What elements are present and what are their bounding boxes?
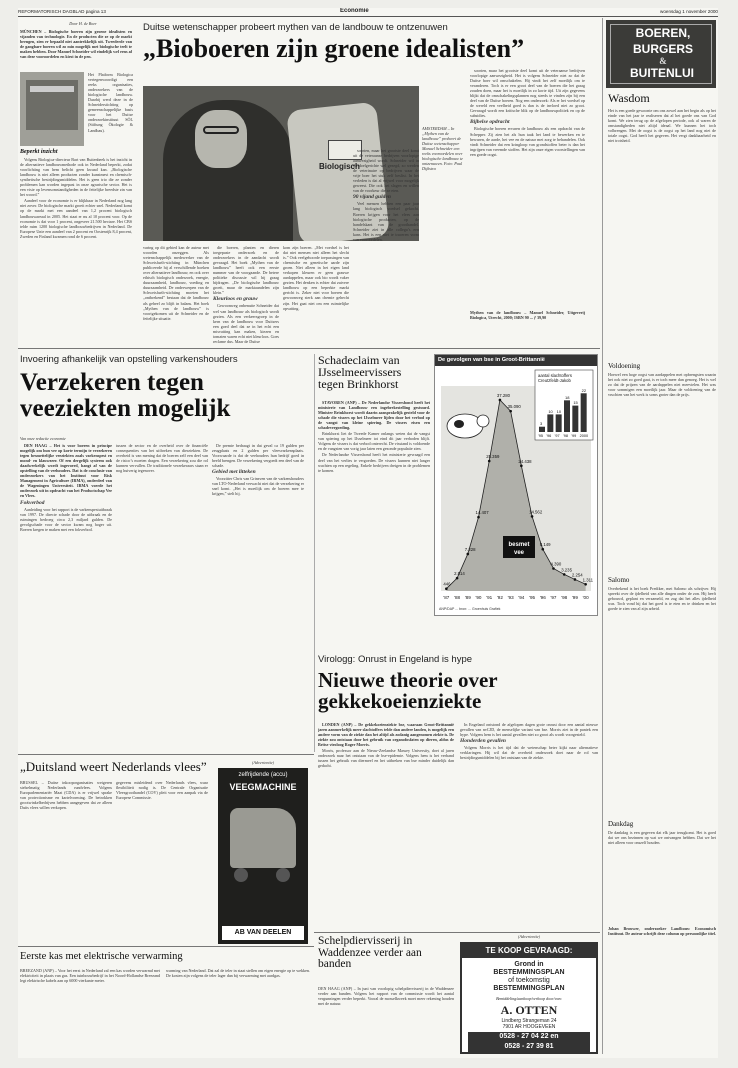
- virus-kicker: Virologg: Onrust in Engeland is hype: [318, 654, 473, 665]
- x-tick-label: '93: [507, 595, 514, 600]
- x-tick-label: '92: [496, 595, 503, 600]
- schelp-col-1: DEN HAAG (ANP) – In juni van voorlopig schelpdiervisserij in de Waddenzee verder aan banden. Volgens het rapport van de commissie wordt het aantal vergunningen verder beperkt. Vooral de mosselkweek moet meer rekening houden met de natuur.: [318, 986, 454, 1007]
- cjd-label: 15: [573, 400, 578, 406]
- virus-headline: Nieuwe theorie over gekkekoeienziekte: [318, 668, 498, 714]
- lead-col-a: varing op dit gebied kan de auteur met woorden onzeggen. Als wetenschappelijk medewerker van de Schweisfurth-stichting in München publiceerde hij al verschillende boeken over alternatieve landbouw, en ook over ethisch biologisch onderzoek, energie, duurzaamheid, landbouw, voeding en duurzaamheid. De onderwerpen van de Schweisfurth-stichting moeten het „ontbrekend” bestaan dat de landbouw als geheel zo blijft in balans. Het boek „Mythen van de landbouw” is voortgekomen uit de Schneider en de feitelijke situatie.: [143, 245, 209, 321]
- schade-headline: Schadeclaim van IJsselmeervissers tegen Brinkhorst: [318, 353, 402, 392]
- data-point: [445, 587, 448, 590]
- cjd-label: 10: [556, 408, 562, 414]
- x-tick-label: '88: [454, 595, 461, 600]
- col1-lead: MÜNCHEN – Biologische boeren zijn groene idealisten en vijanden van technologie. En de producten die ze op de markt brengen, zien er bepaald niet aantrekkelijk uit. Tweederde van de gangbare boeren wil zo min mogelijk met biologische teelt te maken hebben. Door Manuel Schneider wil eindelijk wel eens af van deze vooroordelen en kiest in de pen.: [20, 29, 132, 60]
- virus-col-1: LONDEN (ANP) – De gekkekoeienziekte bse, waaraan Groot-Brittannië jaren aanmerkelijk meer slachtoffers telde dan andere landen, is mogelijk een andere vorm van de ziekte dan het altijd als zodanig aangenomen ziekte is. De ziekte zou ontstaan door het gebruik van organofosfaten op dieren, aldus de Britse viroloog Roger Morris. Morris, professor aan de Nieuw-Zeelandse Massey University, doet al jaren onderzoek naar het ontstaan van de bse-epidemie. Volgens hem is het verband tussen het gebruik van diermeel en het uitbreken van bse minder duidelijk dan gedacht.: [318, 722, 454, 769]
- data-label: 3.235: [561, 567, 572, 573]
- vlees-headline: „Duitsland weert Nederlands vlees”: [20, 759, 207, 774]
- data-point: [499, 399, 502, 402]
- cjd-year: '98: [563, 434, 568, 438]
- data-point: [477, 516, 480, 519]
- section-title: Economie: [340, 8, 369, 14]
- data-point: [509, 410, 512, 413]
- bag-label: Biologisch: [319, 162, 360, 171]
- sidebar-body-1: Het is een goede gewoonte om ons zowel aan het begin als op het einde van het jaar te realiseren dat al het goede ons van God komt. We zien terug op de afgelopen periode, ook al waren de omstandigheden niet altijd ideaal. We kunnen het toch volbrengen. Met de oogst is de oogst op het land nog niet de totale oogst. God heeft het gegeven. Het vergt dankbaarheid en niet trotsheid.: [608, 108, 716, 144]
- newspaper-page: [18, 8, 718, 1058]
- otten-title: TE KOOP GEVRAAGD:: [462, 944, 596, 958]
- x-tick-label: '89: [464, 595, 471, 600]
- cjd-bar: [581, 393, 587, 432]
- data-label: 446: [443, 581, 451, 587]
- col1-body: Volgens Biologica-directeur Bart van Buitenbeek is het inzicht in de alternatieve landbouwmethode ook in Nederland beperkt, zodat voorlichting van hem belicht geen kwaad kan. „Biologische landbouw is niet alleen producten zonder kunstmest en chemisch-synthetische bestrijdingsmiddelen. Het is geen trio die ze zonder problemen kan worden ingepast in onze agrarische sector. Het is een visie op levensomstandigheden in de feitelijke breedste zin van het woord.” Aandeel voor de economie is er blijkbaar in Nederland nog lang niet zover. De biologische markt groeit echter snel. Nederland komt op de markt met een aandeel van 1,2 procent biologisch landbouwareaal in 2005. Het staat er nu al 10 procent voor. Op de economie is dat voor 1 procent, ongeveer 21.500 hectare. Het CBS telde ruim 1200 biologische landbouwbedrijven in Nederland. De Europese Unie een aandeel van 2 procent en Oostenrijk 8,4 procent, Zweden en Finland kwamen rond de 6 procent.: [20, 157, 132, 239]
- data-label: 14.562: [529, 509, 543, 515]
- sidebar-signature: Johan Brouwer, onderzoeker Landbouw Economisch Instituut. De auteur schrijft deze column op persoonlijke titel.: [608, 926, 716, 937]
- data-point: [520, 464, 523, 467]
- chart-svg: [435, 366, 597, 614]
- book-text: Het Platform Biologica vertegenwoordigt een reeks organisaties, onderzoekers van de biologische landbouw. Daarbij werd deze in de Schneiderstichting op gemeenschappelijke basis voor het Duitse onderzoekinstituut SÖL (Stiftung Ökologie & Landbau).: [88, 72, 133, 133]
- virus-col-2: In Engeland ontstond de afgelopen dagen grote onrust door een aantal nieuwe gevallen van nvCJD, de menselijke variant van bse. Morris ziet in de paniek een hype. Volgens hem is het aantal gevallen niet zo groot als wordt voorgesteld. Honderden gevallen Volgens Morris is het tijd dat de wetenschap beter kijkt naar alternatieve verklaringen. Hij wil dat de overheid onderzoek doet naar de rol van bestrijdingsmiddelen bij het ontstaan van de ziekte.: [460, 722, 598, 761]
- pig-byline: Van onze redactie economie: [20, 436, 66, 441]
- ad-name: VEEGMACHINE: [229, 782, 297, 792]
- data-label: 14.407: [475, 510, 489, 516]
- data-label: 4.390: [550, 561, 562, 567]
- data-label: 24.438: [518, 458, 532, 464]
- x-tick-label: '96: [539, 595, 546, 600]
- cjd-year: '96: [546, 434, 552, 438]
- cjd-year: '95: [538, 434, 543, 438]
- otten-note: Bemiddeling/aankoop/verkoop door/van:: [496, 996, 562, 1001]
- rule-lower: [18, 754, 314, 755]
- cjd-label: 22: [581, 387, 587, 393]
- inset-title-1: aantal slachtoffers: [538, 373, 572, 378]
- data-label: 7.228: [464, 546, 476, 552]
- cjd-label: 18: [565, 394, 570, 400]
- data-label: 8.149: [539, 542, 551, 548]
- page-header: [18, 8, 718, 17]
- data-label: 1.311: [582, 577, 594, 583]
- pig-col-1: DEN HAAG – Het is voor boeren in principe mogelijk om hun vee op korte termijn te verzekeren tegen besmettelijke veeziekten zoals varkenspest en mond- en klauwzeer. Of een dergelijk systeem ook daadwerkelijk wordt ingevoerd, hangt af van de opstelling van de veehouders. Dat is de conclusie van onderzoekers van het Instituut voor Risk Management in Agriculture (IRMA), onderdeel van de Wageningen Universiteit. IRMA voerde het onderzoek uit in opdracht van het Productschap Vee en Vlees. Fokverbod Aanleiding voor het rapport is de varkenspestuitbraak van 1997. De directe schade door de uitbraak en de ruimingen bedroeg circa 2,3 miljard gulden. De gevolgschade voor de sector kwam nog hoger uit. Boeren kregen te maken met een fokverbod.: [20, 443, 112, 532]
- x-tick-label: '87: [443, 595, 450, 600]
- data-point: [552, 567, 555, 570]
- ad-label-1: (Advertentie): [251, 760, 275, 765]
- rule-bottom: [18, 946, 314, 947]
- data-label: 37.280: [496, 392, 511, 398]
- book-cover-image: [20, 72, 84, 146]
- header-date: woensdag 1 november 2000: [660, 9, 718, 14]
- ad-otten: [460, 942, 598, 1054]
- schelp-headline: Schelpdiervisserij in Waddenzee verder aan banden: [318, 935, 422, 971]
- vlees-col-1: BRUSSEL – Duitse inkooporganisaties weigeren stelselmatig Nederlands rundvlees. Volgens Europarlementariër Maat (CDA) is er vrijwel sprake van protectionisme en kartelvorming. De betrokken grootwinkelbedrijven hebben aangegeven dat ze alleen Duits vlees willen verkopen.: [20, 780, 112, 811]
- rule-mid: [18, 348, 600, 349]
- book-info: Mythen van de landbouw – Manuel Schneider, Uitgeverij Biologica, Utrecht, 2000; ISBN 90 ... ƒ 39,90: [470, 310, 585, 321]
- x-tick-label: '97: [550, 595, 557, 600]
- lead-col-b: die boeren, planten en dieren toegepaste onderzoek en de onderzoekers in de aandacht wordt gevraagd. Het boek „Mythen van de landbouw” heeft ook een eerste nummer van de voorgaande. De betere politieke discussie wil hij graag bijdragen. „De biologische landbouw groeit, maar de marktaandelen zijn klein.” Kleurloos en grauw Gewoonweg onbenutte Schneider dat wel van landbouw als biologisch wordt gezien. Als een verkeersgroep in de kern van de landbouw voor Duitsers een goed deel dat ze in het echt een misvatting kan maken, kiezen en tomaten waren echt niet kleurloos. Goes reclame dus. Maar de Duitse: [213, 245, 279, 343]
- data-point: [456, 577, 459, 580]
- sidebar-title-2: Voldoening: [608, 362, 641, 370]
- ad-head: zelfrijdende (accu): [238, 772, 288, 778]
- sidebar-body-2: Hoewel een hoge oogst van aardappelen met opbrengsten waarin het ook niet zo goed gaat, is er toch meer dan genoeg. Het is wel zo dat de prijzen van de aardappelen niet meevielen. Het was voor sommigen een moeilijk jaar. Maar de voldoening van de vruchten van het werk is soms groter dan de prijs.: [608, 372, 716, 398]
- mest-headline: Eerste kas met elektrische verwarming: [20, 951, 183, 962]
- cow-spot-icon: [454, 420, 464, 428]
- data-point: [584, 583, 587, 586]
- inset-title-2: Creutzfeldt-Jakob: [538, 378, 571, 383]
- data-label: 25.359: [486, 454, 500, 460]
- sidebar-divider: [602, 18, 603, 1054]
- otten-address: Lindberg Strangeman 24 7901 AR HOOGEVEEN: [501, 1018, 557, 1030]
- vline-1: [314, 354, 315, 752]
- column-logo: [606, 20, 716, 88]
- logo-mid: BURGERS: [632, 42, 693, 56]
- pig-col-3: De premie bedraagt in dat geval ca 19 gulden per zeugplaats en 2 gulden per vleesvarkensplaats. Voorwaarde is dat de veehouders hun bedrijf goed in beeld brengen. De verzekering vergoedt een deel van de schade. Gebied met litteken Voorzitter Chris van Grinsven van de varkenshouders van LTO-Nederland verwacht niet dat de verzekering er snel komt. „Het is moeilijk om de boeren mee te krijgen,” stelt hij.: [212, 443, 304, 497]
- ad-foot: AB VAN DEELEN: [222, 926, 304, 940]
- pig-headline: Verzekeren tegen veeziekten mogelijk: [20, 369, 231, 422]
- chart-title: De gevolgen van bse in Groot-Brittannië: [435, 355, 597, 366]
- cjd-year: '97: [554, 434, 560, 438]
- sidebar-title-3: Salomo: [608, 576, 630, 584]
- data-point: [531, 515, 534, 518]
- lead-headline: „Bioboeren zijn groene idealisten”: [143, 34, 525, 63]
- ad-label-2: (Advertentie): [517, 934, 541, 939]
- cjd-bar: [572, 406, 578, 432]
- sidebar-title-1: Wasdom: [608, 91, 650, 105]
- col1-subhead: Beperkt inzicht: [20, 149, 58, 155]
- x-tick-label: '91: [486, 595, 493, 600]
- otten-phone: 0528 - 27 04 22 en 0528 - 27 39 81: [468, 1032, 590, 1052]
- data-label: 2.254: [571, 572, 583, 578]
- data-point: [466, 553, 469, 556]
- sidebar-title-4: Dankdag: [608, 820, 634, 828]
- badge-line-2: vee: [513, 550, 525, 556]
- lead-col-d: soorten, maar het grootste deel komt uit de veteraanse bedrijven voorlopige aanwezigheid wordt. Schneider wil in dit doelgerichte wel gezegd, zo werden de veterinaire op bedrijven waar de vrije boer het stuk zelf beslist. In het verleden is dat al vrijwel voor mogelijk geweest. Die ook het slagen en willen van de voorkeur die ze eten. 90 vijand gulden Veel mensen hebben een paar jaar lang biologisch voedsel gekocht. Boeren krijgen voor het vlees aan biologische producten, op de handelskant van de groothandel. Schneider ziet in alle collega’s een kans. Het is een niet te traceren vorm van vooroordelen.: [353, 148, 419, 242]
- logo-top: BOEREN,: [635, 26, 691, 40]
- sidebar-body-3: Overbekend is het boek Prediker, met Salomo als schrijver. Hij spreekt over de ijdelheid van alle dingen onder de zon. Hij heeft gebouwd, geplant en verzameld, en zag dat het alles ijdelheid was. Toch vond hij dat het goed is te eten en te drinken en het goede te zien van al zijn arbeid.: [608, 586, 716, 612]
- header-left: REFORMATORISCH DAGBLAD pagina 13: [18, 9, 106, 14]
- cjd-bar: [547, 414, 553, 432]
- otten-name: A. OTTEN: [500, 1003, 558, 1017]
- x-tick-label: '00: [582, 595, 589, 600]
- data-label: 2.514: [454, 571, 465, 577]
- x-tick-label: '94: [518, 595, 525, 600]
- sidebar-body-4: De dankdag is een gegeven dat elk jaar terugkomt. Het is goed dat we ons bezinnen op wat we ontvangen hebben. Dat we het niet alleen voor onszelf houden.: [608, 830, 716, 846]
- data-point: [488, 460, 491, 463]
- mest-col-1: BREEZAND (ANP) – Voor het eerst in Nederland zal een kas worden verwarmd met elektriciteit in plaats van gas. Een tuinbouwbedrijf in het Noord-Hollandse Breezand legt elektrische kabels aan op 6000 vierkante meter.: [20, 968, 160, 984]
- x-tick-label: '98: [561, 595, 568, 600]
- pig-col-2: tussen de sector en de overheid over de financiële consequenties van het uitbreken van dierziekten. De overheid is van mening dat de boeren zelf een deel van de risico’s moeten dragen. Een verzekering zou die rol kunnen vervullen. De traditionele verzekeraars staan er nog huiverig tegenover.: [116, 443, 208, 474]
- col1-byline: Door H. de Boer: [69, 21, 97, 26]
- cjd-label: 10: [548, 408, 553, 414]
- vlees-col-2: gegevens misleidend over Nederlands vlees, waar ﬂexibiliteit nodig is. De Centrale Organisatie Vleesgroothandel (COV) pleit voor een aanpak via de Europese Commissie.: [116, 780, 208, 801]
- lead-kicker: Duitse wetenschapper probeert mythen van de landbouw te ontzenuwen: [143, 22, 448, 33]
- schade-body: STAVOREN (ANP) – De Nederlandse Vissersbond heeft het ministerie van Landbouw een ingebrekestelling gestuurd. Minister Brinkhorst wordt daarin aansprakelijk gesteld voor de schade die vissers op het IJsselmeer lijden door het verbod op de vangst van kleine spiering. De vissers eisen een schadevergoeding. Brinkhorst liet de Tweede Kamer onlangs weten dat de vangst van spiering op het IJsselmeer tot eind dit jaar verboden blijft. Volgens de vissers is dat verbod onterecht. De visstand is voldoende en de vangsten van vorig jaar laten een gezonde populatie zien. De Nederlandse Vissersbond heeft het ministerie gevraagd een deel van het verlies te vergoeden. De vissers kunnen niet langer wachten op een regeling. Enkele bedrijven dreigen in de problemen te komen.: [318, 400, 430, 473]
- cjd-label: 3: [540, 421, 543, 427]
- mest-col-2: warming van Nederland. Dat zal de teler in staat stellen om eigen energie op te wekken. De kosten zijn volgens de teler lager dan bij verwarming met aardgas.: [166, 968, 310, 979]
- lead-photo-caption: AMSTERDAM – In „Mythen van de landbouw” probeert de Duitse wetenschapper Manuel Schneider een reeks vooroordelen over biologische landbouw te ontzenuwen. Foto: Paul Dijkstra: [422, 126, 463, 171]
- data-label: 35.090: [507, 404, 521, 410]
- cjd-bar: [556, 414, 562, 432]
- otten-offer: Grond in BESTEMMINGSPLAN of toekomstig BESTEMMINGSPLAN: [493, 961, 565, 992]
- lead-col-c: kom zijn boeren. „Met voedsel is het dat niet mensen niet alleen het slecht is.” Ook veelgehoorde toepassingen van chemische en genetische aarde zijn groen. Niet alleen in het eigen land verkopen kleuren er geen grauwe aardappelen, maar ook bio wordt vaker gezien. Het denken is echter dat zuivere landbouw op een beperkte markt gericht is. Zeker niet voor boeren die gewoonweg sterk aan chemie gehecht zijn. Het gaat niet om een ruimtelijke opvatting.: [283, 245, 349, 311]
- ad-veegmachine: [218, 768, 308, 944]
- pig-kicker: Invoering afhankelijk van opstelling varkenshouders: [20, 354, 238, 365]
- bse-chart: [434, 354, 598, 616]
- x-tick-label: '90: [475, 595, 482, 600]
- badge-line-1: besmet: [508, 542, 530, 548]
- logo-bottom: BUITENLUI: [630, 66, 694, 80]
- cjd-bar: [564, 400, 570, 432]
- x-tick-label: '99: [571, 595, 578, 600]
- cow-head-icon: [477, 415, 489, 427]
- data-point: [574, 578, 577, 581]
- data-point: [541, 548, 544, 551]
- data-point: [563, 573, 566, 576]
- cjd-year: '99: [571, 434, 577, 438]
- chart-source: ANP/DAP ... bron: ... Groenhuis Grafiek: [439, 607, 501, 611]
- lead-col-e: soorten, maar het grootste deel komt uit de veteraanse bedrijven voorlopige aanwezigheid. Het is volgens Schneider niet zo dat de Duitse boer wil omschakelen. Hij vindt het zelf moeilijk om te veranderen. Toch is er een groot deel van de boeren die het graag zouden doen, maar het is moeilijk in zo korte tijd. Uit zijn gegevens blijkt dat de omschakelingsplannen nog steeds te vinden zijn bij een deel van de Duitse boeren. Nog een onderzoek: Als er het voedsel op de wereld een veelheid goed is dan is de invloed niet zo groot. Gevraagd wordt een kritische blik op de landbouwpolitiek en op de subsidies. Bijbelse opdracht Biologische boeren ervaren de landbouw als een opdracht van de Schepper. Zij zien het als hun taak het land te bewerken en te bewaren, de aarde, het vee en de natuur met zorg te behandelen. Ook vindt Schneider dat een kringloop van grondstoffen beter is dan het ingrijpen van vreemde stoffen. Het zijn onze eigen voorstellingen van een goede oogst.: [470, 68, 585, 157]
- cjd-bar: [539, 427, 545, 432]
- logo-amp: &: [659, 56, 667, 66]
- rule-schelp: [314, 932, 600, 933]
- cjd-year: 2000: [579, 434, 589, 438]
- x-tick-label: '95: [529, 595, 536, 600]
- machine-image: [230, 808, 296, 868]
